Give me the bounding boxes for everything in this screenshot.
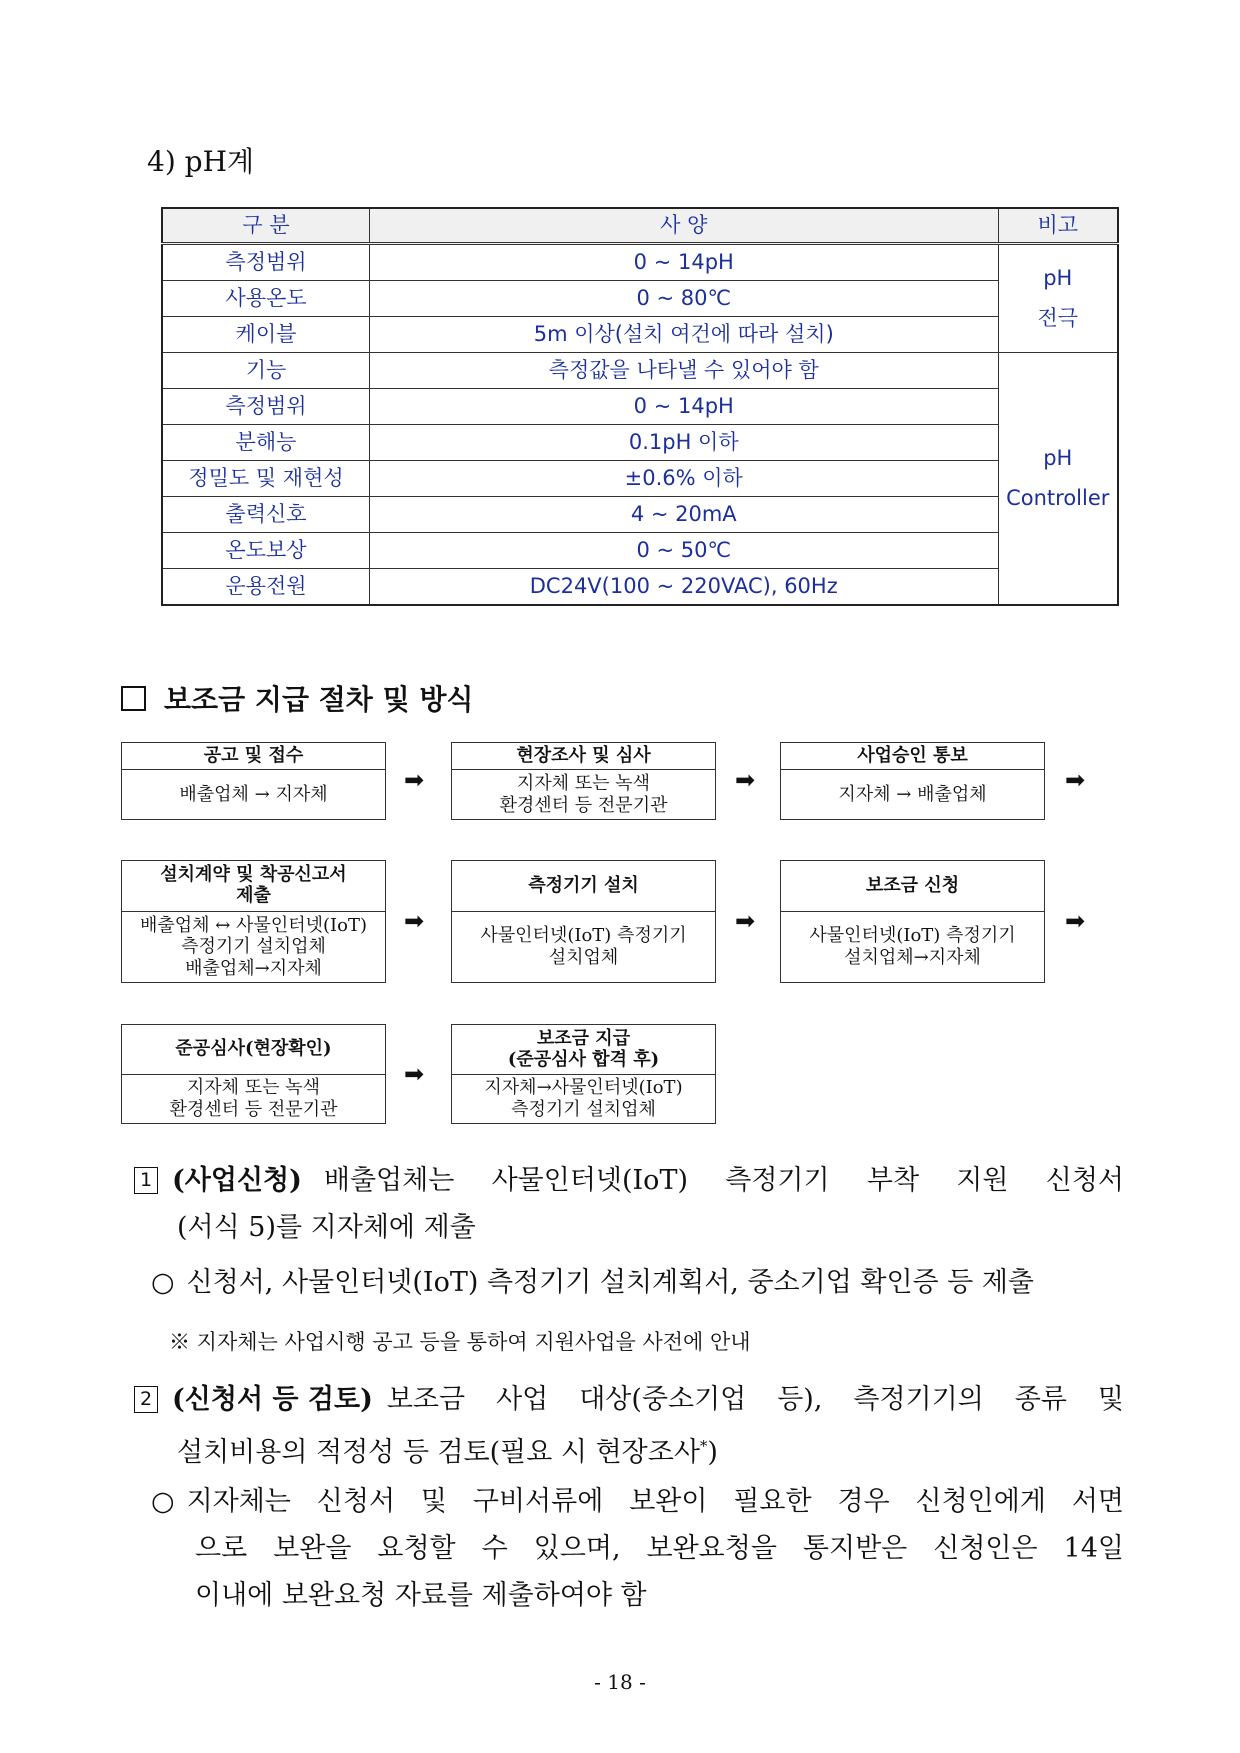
table-header-row xyxy=(162,208,1118,244)
number-box-icon: 2 xyxy=(134,1386,158,1413)
flow-step-detail: 사물인터넷(IoT) 측정기기 설치업체 xyxy=(480,925,687,968)
arrow-right-icon: ➡ xyxy=(735,907,756,935)
flow-step-title: 사업승인 통보 xyxy=(781,743,1044,770)
row-label: 운용전원 xyxy=(162,569,369,606)
row-value: 4 ~ 20mA xyxy=(369,497,998,533)
item-text: 보조금 사업 대상(중소기업 등), 측정기기의 종류 및 xyxy=(386,1384,1124,1415)
table-row xyxy=(162,425,1118,461)
flow-step-announcement xyxy=(121,742,386,820)
page-number: - 18 - xyxy=(594,1670,646,1694)
row-label: 분해능 xyxy=(162,425,369,461)
bullet-text: 이내에 보완요청 자료를 제출하여야 함 xyxy=(195,1580,647,1611)
note-text: pH 전극 xyxy=(1037,265,1079,330)
number-box-icon: 1 xyxy=(134,1167,158,1194)
item-text: 배출업체는 사물인터넷(IoT) 측정기기 부착 지원 신청서 xyxy=(323,1165,1124,1196)
flow-step-detail: 배출업체 → 지자체 xyxy=(179,783,328,805)
row-label: 측정범위 xyxy=(162,389,369,425)
arrow-right-icon: ➡ xyxy=(404,1060,425,1088)
arrow-right-icon: ➡ xyxy=(735,766,756,794)
flow-step-field-review xyxy=(451,742,716,820)
item-title: (신청서 등 검토) xyxy=(172,1384,373,1415)
item-text: 설치비용의 적정성 등 검토(필요 시 현장조사 xyxy=(177,1437,700,1468)
item-title: (사업신청) xyxy=(172,1165,302,1196)
item-1-note: ※ 지자체는 사업시행 공고 등을 통하여 지원사업을 사전에 안내 xyxy=(169,1330,751,1354)
table-row xyxy=(162,389,1118,425)
arrow-right-icon: ➡ xyxy=(1065,907,1086,935)
note-electrode xyxy=(998,244,1118,353)
flow-step-title: 설치계약 및 착공신고서 제출 xyxy=(122,861,385,912)
section-title: 4) pH계 xyxy=(147,145,255,178)
item-1-bullet xyxy=(151,1259,1124,1306)
flow-step-detail: 배출업체 ↔ 사물인터넷(IoT) 측정기기 설치업체 배출업체→지자체 xyxy=(139,914,367,979)
checkbox-icon xyxy=(121,686,146,711)
note-controller xyxy=(998,353,1118,606)
flow-step-contract xyxy=(121,860,386,983)
header-note: 비고 xyxy=(998,208,1118,244)
flow-step-title: 준공심사(현장확인) xyxy=(122,1025,385,1075)
item-text: (서식 5)를 지자체에 제출 xyxy=(177,1212,476,1243)
flow-step-title: 공고 및 접수 xyxy=(122,743,385,770)
flow-step-detail: 지자체→사물인터넷(IoT) 측정기기 설치업체 xyxy=(484,1077,683,1120)
row-value: DC24V(100 ~ 220VAC), 60Hz xyxy=(369,569,998,606)
table-row xyxy=(162,497,1118,533)
item-2-bullet xyxy=(151,1478,1124,1619)
header-spec: 사 양 xyxy=(369,208,998,244)
flow-step-title: 현장조사 및 심사 xyxy=(452,743,715,770)
row-label: 기능 xyxy=(162,353,369,389)
item-2 xyxy=(134,1376,1124,1476)
row-label: 케이블 xyxy=(162,317,369,353)
row-label: 사용온도 xyxy=(162,281,369,317)
table-row xyxy=(162,281,1118,317)
flow-step-approval xyxy=(780,742,1045,820)
row-value: ±0.6% 이하 xyxy=(369,461,998,497)
row-label: 측정범위 xyxy=(162,244,369,281)
row-value: 0 ~ 80℃ xyxy=(369,281,998,317)
arrow-right-icon: ➡ xyxy=(1065,766,1086,794)
row-label: 출력신호 xyxy=(162,497,369,533)
bullet-circle-icon: ○ xyxy=(151,1486,175,1517)
row-value: 0 ~ 14pH xyxy=(369,244,998,281)
table-row xyxy=(162,569,1118,606)
table-row xyxy=(162,317,1118,353)
item-2-line1 xyxy=(134,1376,1124,1423)
bullet-text: 신청서, 사물인터넷(IoT) 측정기기 설치계획서, 중소기업 확인증 등 제출 xyxy=(186,1267,1035,1298)
flow-step-installation xyxy=(451,860,716,983)
bullet-line1 xyxy=(151,1478,1124,1525)
bullet-text: 으로 보완을 요청할 수 있으며, 보완요청을 통지받은 신청인은 14일 xyxy=(195,1533,1124,1564)
item-1-line1 xyxy=(134,1157,1124,1204)
flow-step-title: 측정기기 설치 xyxy=(452,861,715,912)
note-text: pH Controller xyxy=(1006,445,1110,510)
table-row xyxy=(162,533,1118,569)
bullet-circle-icon: ○ xyxy=(151,1267,175,1298)
row-value: 0 ~ 14pH xyxy=(369,389,998,425)
item-2-line2 xyxy=(134,1423,1124,1476)
flow-step-detail: 지자체 → 배출업체 xyxy=(838,783,987,805)
item-text-end: ) xyxy=(707,1437,718,1468)
row-value: 0 ~ 50℃ xyxy=(369,533,998,569)
table-row xyxy=(162,244,1118,281)
item-1 xyxy=(134,1157,1124,1251)
arrow-right-icon: ➡ xyxy=(404,907,425,935)
row-value: 0.1pH 이하 xyxy=(369,425,998,461)
flow-step-detail: 지자체 또는 녹색 환경센터 등 전문기관 xyxy=(169,1077,338,1120)
arrow-right-icon: ➡ xyxy=(404,766,425,794)
subsection-title-text: 보조금 지급 절차 및 방식 xyxy=(164,683,474,716)
flow-step-subsidy-application xyxy=(780,860,1045,983)
row-label: 정밀도 및 재현성 xyxy=(162,461,369,497)
table-row xyxy=(162,353,1118,389)
header-category: 구 분 xyxy=(162,208,369,244)
row-label: 온도보상 xyxy=(162,533,369,569)
ph-spec-table xyxy=(161,207,1119,606)
flow-step-completion-review xyxy=(121,1024,386,1124)
row-value: 5m 이상(설치 여건에 따라 설치) xyxy=(369,317,998,353)
bullet-text: 지자체는 신청서 및 구비서류에 보완이 필요한 경우 신청인에게 서면 xyxy=(186,1486,1124,1517)
flow-step-title: 보조금 신청 xyxy=(781,861,1044,912)
table-row xyxy=(162,461,1118,497)
flow-step-title: 보조금 지급 (준공심사 합격 후) xyxy=(452,1025,715,1075)
flow-step-detail: 지자체 또는 녹색 환경센터 등 전문기관 xyxy=(499,772,668,816)
subsection-title xyxy=(121,678,473,718)
flow-step-subsidy-payment xyxy=(451,1024,716,1124)
row-value: 측정값을 나타낼 수 있어야 함 xyxy=(369,353,998,389)
footnote-mark: * xyxy=(699,1437,708,1455)
flow-step-detail: 사물인터넷(IoT) 측정기기 설치업체→지자체 xyxy=(809,925,1016,968)
